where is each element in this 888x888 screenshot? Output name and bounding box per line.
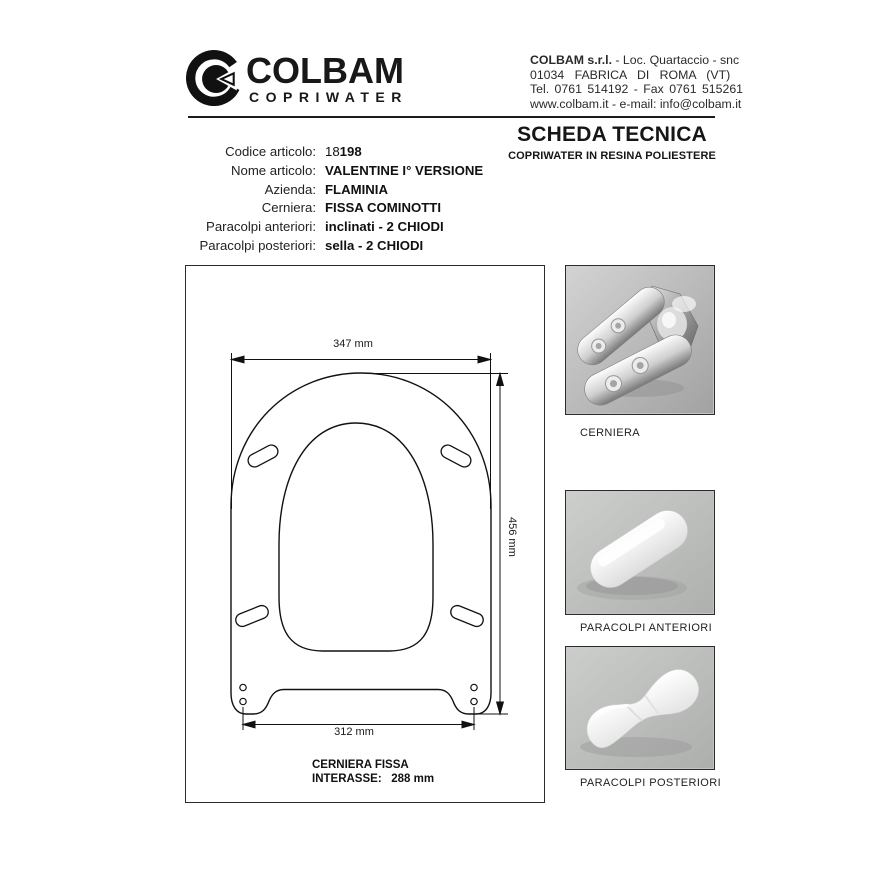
- company-phone-line: Tel. 0761 514192 - Fax 0761 515261: [530, 82, 744, 97]
- dim-height-label: 456 mm: [506, 517, 518, 557]
- spec-value: sella - 2 CHIODI: [325, 237, 424, 253]
- cerniera-label: CERNIERA: [580, 427, 641, 439]
- spec-row-nome: [186, 163, 483, 182]
- hinge-note-line1: CERNIERA FISSA: [312, 759, 409, 771]
- spec-row-paracolpi-anteriori: [186, 219, 483, 238]
- company-address-line1: COLBAM s.r.l. - Loc. Quartaccio - snc: [530, 53, 740, 67]
- paracolpi-anteriori-label: PARACOLPI ANTERIORI: [580, 622, 713, 634]
- title-block: [505, 123, 719, 162]
- hinge-note-line2: INTERASSE: 288 mm: [312, 772, 435, 785]
- spec-label: Cerniera:: [261, 200, 316, 216]
- cerniera-photo: [565, 265, 715, 415]
- company-info: [530, 53, 762, 111]
- paracolpi-posteriori-label: PARACOLPI POSTERIORI: [580, 777, 722, 789]
- spec-value: VALENTINE I° VERSIONE: [325, 162, 484, 178]
- spec-value: FLAMINIA: [325, 181, 388, 197]
- spec-row-paracolpi-posteriori: [186, 238, 483, 257]
- spec-label: Paracolpi posteriori:: [199, 237, 316, 253]
- brand-name: COLBAM: [246, 50, 404, 91]
- dim-width-label: 347 mm: [333, 338, 373, 350]
- spec-row-cerniera: [186, 200, 483, 219]
- brand-subtitle: COPRIWATER: [249, 89, 408, 105]
- product-specs: [186, 144, 483, 257]
- spec-row-azienda: [186, 182, 483, 201]
- spec-label: Paracolpi anteriori:: [206, 219, 316, 235]
- paracolpi-anteriori-photo: [565, 490, 715, 615]
- header-divider: [188, 116, 715, 118]
- paracolpi-posteriori-photo: [565, 646, 715, 770]
- spec-label: Azienda:: [264, 181, 316, 197]
- page-title: SCHEDA TECNICA: [517, 123, 707, 146]
- spec-label: Nome articolo:: [230, 162, 316, 178]
- colbam-logo-icon: [186, 50, 242, 106]
- spec-value: inclinati - 2 CHIODI: [325, 219, 444, 235]
- company-web-line: www.colbam.it - e-mail: info@colbam.it: [530, 96, 742, 111]
- spec-row-codice: [186, 144, 483, 163]
- company-address-line2: 01034 FABRICA DI ROMA (VT): [530, 67, 731, 82]
- spec-value: FISSA COMINOTTI: [325, 200, 441, 216]
- hinge-note: [312, 759, 434, 786]
- spec-value: 18198: [325, 144, 362, 159]
- page-subtitle: COPRIWATER IN RESINA POLIESTERE: [508, 150, 716, 162]
- spec-label: Codice articolo:: [225, 144, 316, 159]
- technical-drawing-box: [185, 265, 545, 803]
- dim-bottom-width-label: 312 mm: [334, 726, 374, 738]
